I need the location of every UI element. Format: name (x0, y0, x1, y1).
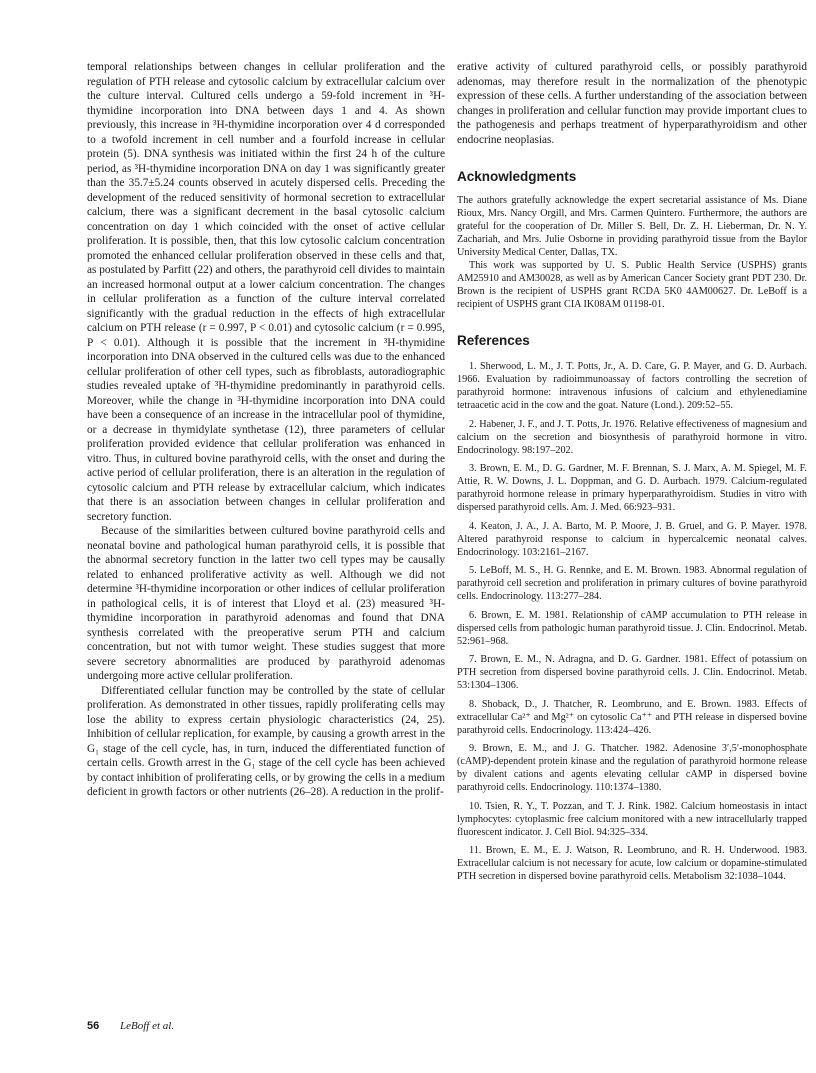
left-column (87, 60, 445, 800)
reference-item: 2. Habener, J. F., and J. T. Potts, Jr. 1976. Relative effectiveness of magnesium and calcium on the secretion and biosynthesis of parathyroid hormone in vitro. Endocrinology. 98:197–202. (457, 418, 807, 456)
reference-item: 6. Brown, E. M. 1981. Relationship of cAMP accumulation to PTH release in dispersed cells from pathologic human parathyroid tissue. J. Clin. Endocrinol. Metab. 52:961–968. (457, 609, 807, 647)
running-authors: LeBoff et al. (120, 1020, 175, 1032)
page-footer (87, 1020, 174, 1032)
acknowledgments-heading: Acknowledgments (457, 169, 577, 184)
reference-item: 9. Brown, E. M., and J. G. Thatcher. 1982. Adenosine 3′,5′-monophosphate (cAMP)-dependent protein kinase and the regulation of parathyroid hormone release by divalent cations and agents elevating cellular cAMP in dispersed bovine parathyroid cells. Endocrinology. 110:1374–1380. (457, 743, 807, 793)
reference-item: 7. Brown, E. M., N. Adragna, and D. G. Gardner. 1981. Effect of potassium on PTH secretion from dispersed bovine parathyroid cells. J. Clin. Endocrinol. Metab. 53:1304–1306. (457, 654, 807, 691)
reference-item: 5. LeBoff, M. S., H. G. Rennke, and E. M. Brown. 1983. Abnormal regulation of parathyroid cell secretion and proliferation in primary cultures of bovine parathyroid cells. Endocrinology. 113:277–284. (457, 565, 807, 602)
references-heading: References (457, 333, 530, 348)
body-paragraph: Differentiated cellular function may be controlled by the state of cellular proliferation. As demonstrated in other tissues, rapidly proliferating cells may lose the ability to express certain physiologic characteristics (24, 25). Inhibition of cellular replication, for example, by causing a growth arrest in the G₁ stage of the cell cycle, has, in turn, induced the differentiated function of certain cells. Growth arrest in the G₁ stage of the cell cycle has been achieved by contact inhibition of proliferating cells, or by growing the cells in a medium deficient in growth factors or other nutrients (26–28). A reduction in the prolif- (87, 684, 445, 798)
reference-item: 8. Shoback, D., J. Thatcher, R. Leombruno, and E. Brown. 1983. Effects of extracellular Ca²⁺ and Mg²⁺ on cytosolic Ca⁺⁺ and PTH release in dispersed bovine parathyroid cells. Endocrinology. 113:424–426. (457, 698, 807, 736)
reference-item: 4. Keaton, J. A., J. A. Barto, M. P. Moore, J. B. Gruel, and G. P. Mayer. 1978. Altered parathyroid response to calcium in hypercalcemic neonatal calves. Endocrinology. 103:2161–2167. (457, 520, 807, 558)
body-paragraph: temporal relationships between changes in cellular proliferation and the regulation of PTH release and cytosolic calcium by extracellular calcium over the culture interval. Cultured cells undergo a 59-fold increment in ³H-thymidine incorporation into DNA between days 1 and 4. As shown previously, this increase in ³H-thymidine incorporation over 4 d corresponded to a twofold increment in cell number and a fourfold increase in cellular protein (5). DNA synthesis was initiated within the first 24 h of the culture period, as ³H-thymidine incorporation DNA on day 1 was significantly greater than the 35.7±5.24 counts observed in acutely dispersed cells. Preceding the development of the reduced sensitivity of hormonal secretion to extracellular calcium, there was a significant decrement in the basal cytosolic calcium concentration on day 1 which coincided with the onset of active cellular proliferation. It is possible, then, that this low cytosolic calcium concentration promoted the enhanced cellular proliferation observed in these cells and that, as postulated by Parfitt (22) and others, the parathyroid cell divides to maintain an increased hormonal output at a lower calcium concentration. The changes in cellular proliferation as a function of the culture interval correlated significantly with the gradual reduction in the effects of high extracellular calcium on PTH release (r = 0.997, P < 0.01) and cytosolic calcium (r = 0.995, P < 0.01). Although it is possible that the increment in ³H-thymidine incorporation into DNA observed in the cultured cells was due to the enhanced cellular proliferation of other cell types, such as fibroblasts, autoradiographic studies revealed uptake of ³H-thymidine predominantly in parathyroid cells. Moreover, while the change in ³H-thymidine incorporation into DNA could have been a consequence of an increase in the intracellular pool of thymidine, or a decrease in thymidylate synthetase (12), three parameters of cellular proliferation provided evidence that cellular proliferation was enhanced in vitro. Thus, in cultured bovine parathyroid cells, with the onset and during the active period of cellular proliferation, there is an alteration in the regulation of cytosolic calcium and PTH release by extracellular calcium, which indicates that there is an association between changes in cellular proliferation and secretory function. (87, 61, 445, 523)
reference-item: 1. Sherwood, L. M., J. T. Potts, Jr., A. D. Care, G. P. Mayer, and G. D. Aurbach. 1966. Evaluation by radioimmunoassay of factors controlling the secretion of parathyroid hormone: intravenous infusions of calcium and ethylenediamine tetraacetic acid in the cow and the goat. Nature (Lond.). 209:52–55. (457, 361, 807, 411)
body-paragraph: erative activity of cultured parathyroid cells, or possibly parathyroid adenomas, may therefore result in the normalization of the phenotypic expression of these cells. A further understanding of the association between changes in proliferation and cellular function may provide important clues to the pathogenesis and perhaps treatment of hyperparathyroidism and other endocrine neoplasias. (457, 61, 807, 146)
right-column (457, 60, 807, 889)
reference-list (457, 360, 807, 883)
reference-item: 3. Brown, E. M., D. G. Gardner, M. F. Brennan, S. J. Marx, A. M. Spiegel, M. F. Attie, R. W. Downs, J. L. Doppman, and G. D. Aurbach. 1979. Calcium-regulated parathyroid hormone release in primary hyperparathyroidism. Studies in vitro with dispersed parathyroid cells. Am. J. Med. 66:923–931. (457, 463, 807, 513)
reference-item: 11. Brown, E. M., E. J. Watson, R. Leombruno, and R. H. Underwood. 1983. Extracellular calcium is not necessary for acute, low calcium or dopamine-stimulated PTH secretion in dispersed bovine parathyroid cells. Metabolism 32:1038–1044. (457, 845, 807, 882)
acknowledgments-paragraph: This work was supported by U. S. Public Health Service (USPHS) grants AM25910 and AM30028, as well as by American Cancer Society grant PDT 230. Dr. Brown is the recipient of USPHS grant RCDA 5K0 4AM00627. Dr. LeBoff is a recipient of USPHS grant CIA IK08AM 01198-01. (457, 260, 807, 310)
page-number: 56 (87, 1020, 100, 1032)
acknowledgments-paragraph: The authors gratefully acknowledge the expert secretarial assistance of Ms. Diane Rioux, Mrs. Nancy Orgill, and Mrs. Carmen Quintero. Furthermore, the authors are grateful for the cooperation of Dr. Miller S. Bell, Dr. Z. H. Lieberman, Dr. N. Y. Zachariah, and Mrs. Julie Osborne in providing parathyroid tissue from the Baylor University Medical Center, Dallas, TX. (457, 195, 807, 258)
body-paragraph: Because of the similarities between cultured bovine parathyroid cells and neonatal bovine and pathological human parathyroid cells, it is possible that the abnormal secretory function in the latter two cell types may be causally related to enhanced proliferative activity as well. Although we did not determine ³H-thymidine incorporation or other indices of cellular proliferation in pathological cells, it is of interest that Lloyd et al. (23) measured ³H-thymidine incorporation in parathyroid adenomas and found that DNA synthesis correlated with the preoperative serum PTH and calcium concentration, but not with tumor weight. These studies suggest that more severe secretory abnormalities are produced by parathyroid adenomas undergoing more active cellular proliferation. (87, 525, 445, 682)
reference-item: 10. Tsien, R. Y., T. Pozzan, and T. J. Rink. 1982. Calcium homeostasis in intact lymphocytes: cytoplasmic free calcium monitored with a new intracellularly trapped fluorescent indicator. J. Cell Biol. 94:325–334. (457, 800, 807, 838)
